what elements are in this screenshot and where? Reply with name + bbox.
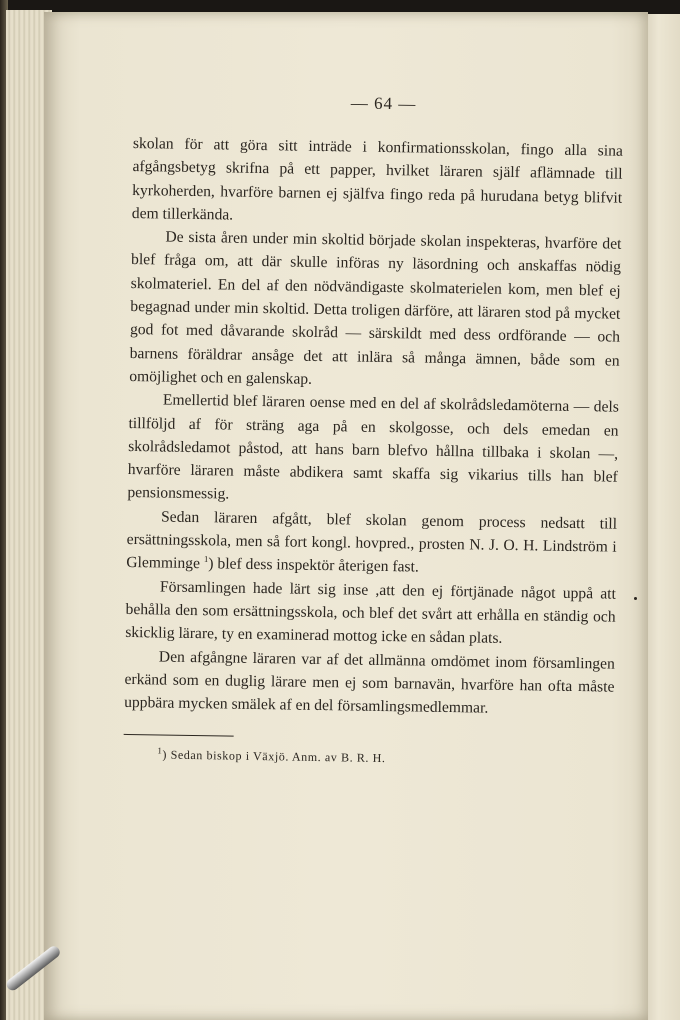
footnote-reference: 1: [203, 554, 209, 565]
book-page: [44, 12, 648, 1020]
page-number: — 64 —: [350, 93, 417, 114]
paragraph: De sista åren under min skoltid började skolan inspekteras, hvarföre det blef fråga om, att där skulle införas ny läsordning och anskaffas nödig skolmateriel. En del af den nödvändigaste skolmaterielen kom, men blef ej begagnad under min skoltid. Detta troligen därföre, att läraren stod på mycket god fot med dåvarande skolråd — särskildt med dess ordförande — och barnens föräldrar ansåge det att inlära så många ämnen, både som en omöjlighet och en galenskap.: [129, 228, 622, 388]
paragraph: [126, 505, 617, 583]
ink-speck: [634, 597, 637, 600]
paragraph: Emellertid blef läraren oense med en del af skolrådsledamöterna — dels tillföljd af för sträng aga på en skolgosse, och dels emedan en skolrådsledamot påstod, att hans barn blefvo hållna tillbaka i skolan —, hvarföre läraren måste abdikera samt skaffa sig vikarius tills han blef pensionsmessig.: [127, 391, 619, 503]
footnote-text: ) Sedan biskop i Växjö. Anm. av B. R. H.: [162, 747, 386, 766]
body-text: [124, 132, 623, 722]
paragraph: skolan för att göra sitt inträde i konfirmationsskolan, fingo alla sina afgångsbetyg skrifna på ett papper, hvilket läraren själf aflämnade till kyrkoherden, hvarföre barnen ej själfva fingo reda på hurudana betyg blifvit dem tillerkända.: [131, 134, 624, 224]
paragraph: Församlingen hade lärt sig inse ,att den ej förtjänade något uppå att behålla den som ersättningsskola, och blef det svårt att erhålla en ständig och skicklig lärare, ty en examinerad mottog icke en sådan plats.: [125, 578, 617, 648]
footnote: [157, 746, 597, 769]
paragraph-text: Sedan läraren afgått, blef skolan genom process nedsatt till ersättningsskola, men så fort kongl. hovpred., prosten N. J. O. H. Lindström i Glemminge: [126, 508, 618, 573]
footnote-marker: 1: [157, 745, 163, 756]
page-text-block: [121, 76, 634, 904]
paragraph-text: ) blef dess inspektör återigen fast.: [208, 555, 419, 576]
paragraph: Den afgångne läraren var af det allmänna omdömet inom församlingen erkänd som en duglig lärare men ej som barnavän, hvarföre han ofta måste uppbära mycken smälek af en del församlingsmedlemmar.: [124, 647, 615, 717]
footnote-divider: [124, 734, 234, 737]
